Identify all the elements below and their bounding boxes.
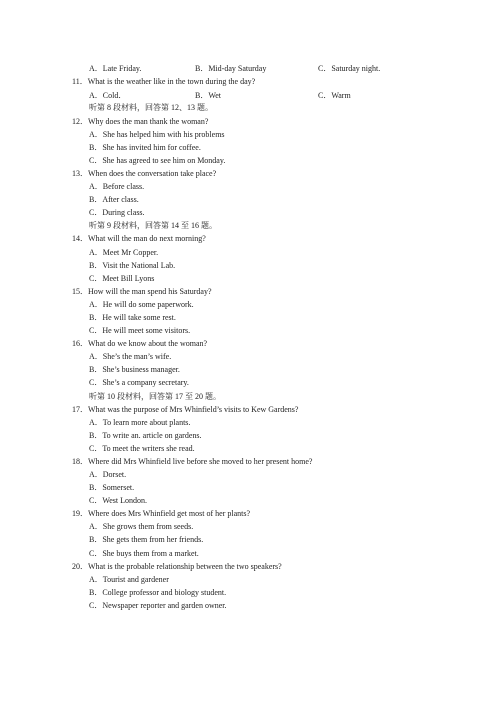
q17-option-c: C．To meet the writers she read.	[89, 444, 195, 453]
q10-option-b: B．Mid-day Saturday	[195, 64, 267, 73]
q13-option-c: C．During class.	[89, 208, 145, 217]
q20-option-c: C．Newspaper reporter and garden owner.	[89, 601, 227, 610]
question-17: 17．What was the purpose of Mrs Whinfield’s visits to Kew Gardens?	[72, 405, 299, 414]
question-16: 16．What do we know about the woman?	[72, 339, 208, 348]
q15-option-a: A．He will do some paperwork.	[89, 300, 194, 309]
q15-option-b: B．He will take some rest.	[89, 313, 176, 322]
q15-option-c: C．He will meet some visitors.	[89, 326, 191, 335]
question-12: 12．Why does the man thank the woman?	[72, 117, 209, 126]
section-10-instruction: 听第 10 段材料，回答第 17 至 20 题。	[89, 392, 221, 401]
q17-option-b: B．To write an. article on gardens.	[89, 431, 202, 440]
q17-option-a: A．To learn more about plants.	[89, 418, 191, 427]
q11-option-a: A．Cold．	[89, 91, 127, 100]
question-15: 15．How will the man spend his Saturday?	[72, 287, 212, 296]
q16-option-b: B．She’s business manager.	[89, 365, 180, 374]
q16-option-c: C．She’s a company secretary.	[89, 378, 189, 387]
q10-option-c: C．Saturday night.	[318, 64, 381, 73]
q20-option-b: B．College professor and biology student.	[89, 588, 227, 597]
question-18: 18．Where did Mrs Whinfield live before she moved to her present home?	[72, 457, 313, 466]
question-14: 14．What will the man do next morning?	[72, 234, 206, 243]
q19-option-c: C．She buys them from a market.	[89, 549, 199, 558]
q19-option-b: B．She gets them from her friends.	[89, 535, 204, 544]
question-20: 20．What is the probable relationship between the two speakers?	[72, 562, 282, 571]
q12-option-b: B．She has invited him for coffee.	[89, 143, 201, 152]
q18-option-b: B．Somerset.	[89, 483, 135, 492]
q11-option-b: B．Wet	[195, 91, 222, 100]
q14-option-c: C．Meet Bill Lyons	[89, 274, 155, 283]
q14-option-a: A．Meet Mr Copper.	[89, 248, 159, 257]
q12-option-c: C．She has agreed to see him on Monday.	[89, 156, 226, 165]
q18-option-c: C．West London.	[89, 496, 148, 505]
q19-option-a: A．She grows them from seeds.	[89, 522, 194, 531]
question-19: 19．Where does Mrs Whinfield get most of her plants?	[72, 509, 251, 518]
q13-option-b: B．After class.	[89, 195, 139, 204]
q14-option-b: B．Visit the National Lab.	[89, 261, 176, 270]
q13-option-a: A．Before class.	[89, 182, 145, 191]
q16-option-a: A．She’s the man’s wife.	[89, 352, 172, 361]
question-11: 11．What is the weather like in the town during the day?	[72, 77, 256, 86]
q18-option-a: A．Dorset.	[89, 470, 127, 479]
q12-option-a: A．She has helped him with his problems	[89, 130, 225, 139]
section-8-instruction: 听第 8 段材料，回答第 12、13 题。	[89, 103, 213, 112]
q11-option-c: C．Warm	[318, 91, 351, 100]
q20-option-a: A．Tourist and gardener	[89, 575, 169, 584]
section-9-instruction: 听第 9 段材料，回答第 14 至 16 题。	[89, 221, 217, 230]
q10-option-a: A．Late Friday.	[89, 64, 142, 73]
question-13: 13．When does the conversation take place?	[72, 169, 217, 178]
